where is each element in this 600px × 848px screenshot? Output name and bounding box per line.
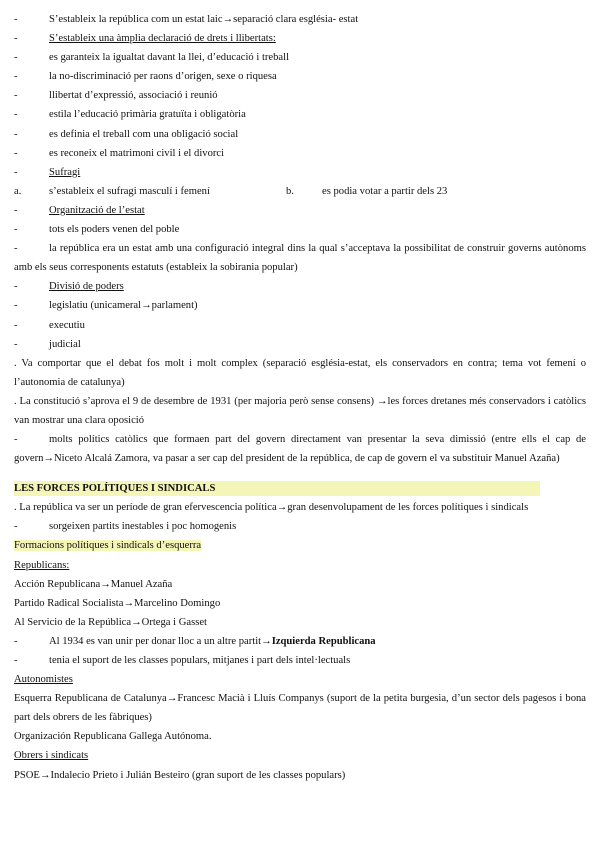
list-item [14,335,586,354]
list-item-wrapped [14,430,586,468]
party-line: PSOE→Indalecio Prieto i Julián Besteiro (gran suport de les classes populars) [14,769,346,781]
list-item [14,632,586,651]
party-line: Acción Republicana→Manuel Azaña [14,578,173,590]
list-item [14,220,586,239]
list-marker: - [14,204,18,216]
document-page [14,10,586,785]
list-marker: - [14,281,18,293]
list-item [14,277,586,296]
list-text: es reconeix el matrimoni civil i el divorci [49,147,225,159]
group-title-autonomistes: Autonomistes [14,674,73,686]
list-text-a: s’estableix el sufragi masculí i femení [49,185,210,197]
paragraph: . La constitució s’aprova el 9 de desembre de 1931 (per majoria però sense consens) →les forces dretanes més conservadors i catòlics van mostrar una clara oposició [14,395,586,426]
list-heading-divisio: Divisió de poders [49,281,124,293]
list-item [14,163,586,182]
list-marker: - [14,434,18,446]
list-item [14,10,586,29]
list-item [14,105,586,124]
paragraph: . Va comportar que el debat fos molt i molt complex (separació església-estat, els conservadors en contra; tema vot femení o l’autonomia de catalunya) [14,357,586,388]
list-text: es garanteix la igualtat davant la llei, d’educació i treball [49,52,290,64]
list-text: la no-discriminació per raons d’origen, sexe o riquesa [49,71,277,83]
list-marker: - [14,521,18,533]
list-item [14,86,586,105]
list-heading-rights: S’estableix una àmplia declaració de drets i llibertats: [49,33,276,45]
list-item [14,48,586,67]
group-title-obrers: Obrers i sindicats [14,750,89,762]
list-marker: - [14,243,18,255]
section-heading: LES FORCES POLÍTIQUES I SINDICALS [14,481,540,496]
list-marker: - [14,90,18,102]
list-item [14,125,586,144]
list-item-double [14,182,586,201]
party-line: Esquerra Republicana de Catalunya→Francesc Macià i Lluís Companys (suport de la petita burgesia, d’un sector dels pagesos i bona part dels obrers de les fàbriques) [14,693,586,724]
list-marker: - [14,128,18,140]
list-item [14,296,586,315]
party-line: Al Servicio de la República→Ortega i Gasset [14,616,207,628]
list-item-wrapped [14,239,586,277]
list-item [14,316,586,335]
list-text: llibertat d’expressió, associació i reunió [49,90,218,102]
party-name-bold: Izquierda Republicana [271,635,376,647]
list-marker: - [14,33,18,45]
paragraph: . La república va ser un període de gran efervescencia política→gran desenvolupament de les forces polítiques i sindicals [14,502,529,514]
group-title-republicans: Republicans: [14,559,70,571]
list-item [14,517,586,536]
subheading-esquerra: Formacions polítiques i sindicals d’esquerra [14,540,202,552]
list-marker: - [14,71,18,83]
list-marker: - [14,147,18,159]
list-item [14,201,586,220]
list-marker-a: a. [14,185,22,197]
list-marker: - [14,224,18,236]
list-text: estila l’educació primària gratuïta i obligatòria [49,109,246,121]
list-text: es definia el treball com una obligació social [49,128,239,140]
list-text: tenia el suport de les classes populars, mitjanes i part dels intel·lectuals [49,655,351,666]
list-text-b: es podia votar a partir dels 23 [322,185,448,197]
list-text: Al 1934 es van unir per donar lloc a un altre partit→ [49,635,272,647]
list-item [14,29,586,48]
list-text: la república era un estat amb una configuració integral dins la qual s’acceptava la possibilitat de construir governs autònoms amb els seus corresponents estatuts (estableix la sobirania popular) [14,243,586,274]
list-marker: - [14,300,18,312]
list-text: molts polítics catòlics que formaen part del govern directament van presentar la seva dimissió (entre ells el cap de govern→Niceto Alcalá Zamora, va pasar a ser cap del president de la república, de cap de govern el va substituir Manuel Azaña) [14,434,586,465]
list-marker-b: b. [286,185,294,197]
list-item [14,67,586,86]
list-item [14,144,586,163]
party-line: Organización Republicana Gallega Autónoma. [14,731,212,743]
list-marker: - [14,635,18,647]
list-text: executiu [49,319,85,331]
list-text: tots els poders venen del poble [49,224,180,236]
list-marker: - [14,319,18,331]
list-marker: - [14,338,18,350]
list-item [14,651,586,670]
list-text: S’estableix la república com un estat laic→separació clara església- estat [49,14,359,25]
list-text: legislatiu (unicameral→parlament) [49,300,198,312]
list-heading-sufragi: Sufragi [49,166,81,178]
list-marker: - [14,52,18,64]
list-text: judicial [49,338,81,350]
list-marker: - [14,14,18,25]
list-marker: - [14,655,18,666]
party-line: Partido Radical Socialista→Marcelino Domingo [14,597,221,609]
list-text: sorgeixen partits inestables i poc homogenis [49,521,237,533]
list-heading-organitzacio: Organització de l’estat [49,204,145,216]
list-marker: - [14,109,18,121]
list-marker: - [14,166,18,178]
